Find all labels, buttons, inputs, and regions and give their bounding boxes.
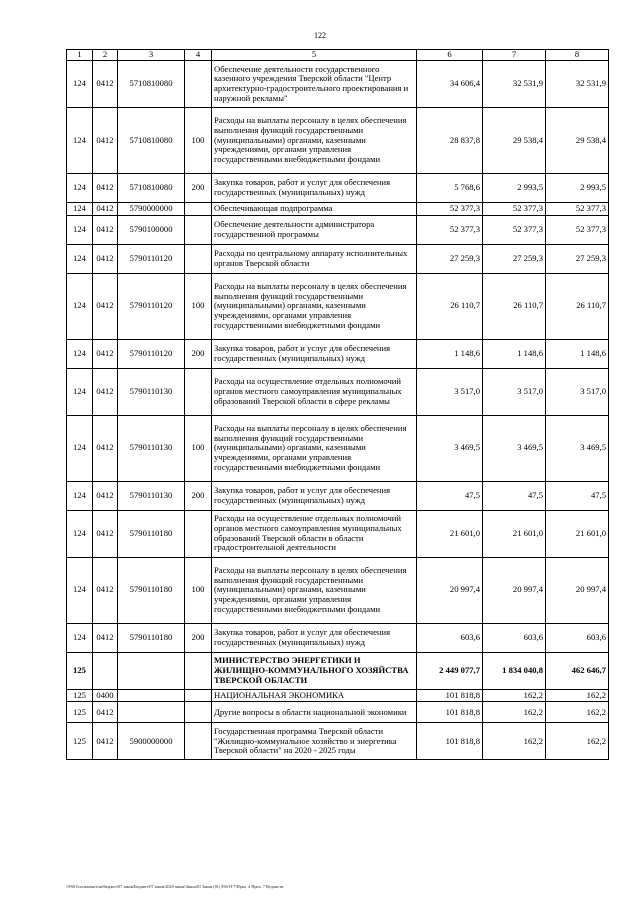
row-code-target: 5790110130 [118, 368, 185, 415]
row-code-target: 5790110130 [118, 481, 185, 510]
row-name: Расходы на выплаты персоналу в целях обеспечения выполнения функций государственными (муниципальными) органами, казенными учреждениями, органами управления государственными внебюджетными фондами [212, 557, 417, 623]
table-row [67, 510, 609, 557]
row-code-section: 0412 [93, 108, 118, 174]
row-code-expense-type [185, 203, 212, 216]
column-header: 8 [546, 50, 609, 61]
row-amount-year3: 32 531,9 [546, 61, 609, 108]
row-amount-year1: 20 997,4 [417, 557, 483, 623]
row-code-target: 5790110120 [118, 244, 185, 273]
row-amount-year1: 27 259,3 [417, 244, 483, 273]
row-code-admin: 125 [67, 702, 93, 723]
row-code-target [118, 702, 185, 723]
row-amount-year3: 462 646,7 [546, 652, 609, 689]
table-row [67, 415, 609, 481]
row-name: Закупка товаров, работ и услуг для обеспечения государственных (муниципальных) нужд [212, 174, 417, 203]
row-code-expense-type [185, 215, 212, 244]
row-amount-year3: 603,6 [546, 623, 609, 652]
row-amount-year2: 26 110,7 [483, 273, 546, 339]
row-name: Расходы на осуществление отдельных полномочий органов местного самоуправления муниципальных образований Тверской области в области градостроительной деятельности [212, 510, 417, 557]
row-name: Обеспечивающая подпрограмма [212, 203, 417, 216]
row-amount-year1: 34 606,4 [417, 61, 483, 108]
row-code-target: 5790110180 [118, 623, 185, 652]
row-amount-year1: 2 449 077,7 [417, 652, 483, 689]
row-name: Закупка товаров, работ и услуг для обеспечения государственных (муниципальных) нужд [212, 623, 417, 652]
row-amount-year2: 603,6 [483, 623, 546, 652]
row-code-expense-type [185, 702, 212, 723]
row-code-expense-type [185, 689, 212, 702]
row-code-expense-type: 100 [185, 108, 212, 174]
row-amount-year3: 27 259,3 [546, 244, 609, 273]
row-code-admin: 124 [67, 557, 93, 623]
row-amount-year2: 21 601,0 [483, 510, 546, 557]
row-amount-year3: 47,5 [546, 481, 609, 510]
page-number: 122 [314, 31, 326, 40]
row-amount-year3: 3 517,0 [546, 368, 609, 415]
row-name: Другие вопросы в области национальной экономики [212, 702, 417, 723]
header-row [67, 50, 609, 61]
row-code-admin: 125 [67, 723, 93, 760]
row-name: Обеспечение деятельности государственного казенного учреждения Тверской области "Центр архитектурно-градостроительного проектирования и наружной рекламы" [212, 61, 417, 108]
row-amount-year3: 162,2 [546, 723, 609, 760]
table-row [67, 273, 609, 339]
row-amount-year2: 162,2 [483, 723, 546, 760]
row-amount-year1: 603,6 [417, 623, 483, 652]
row-code-admin: 124 [67, 61, 93, 108]
row-code-section: 0412 [93, 623, 118, 652]
row-amount-year2: 3 469,5 [483, 415, 546, 481]
row-name: Закупка товаров, работ и услуг для обеспечения государственных (муниципальных) нужд [212, 339, 417, 368]
row-amount-year1: 26 110,7 [417, 273, 483, 339]
row-amount-year2: 32 531,9 [483, 61, 546, 108]
row-amount-year2: 20 997,4 [483, 557, 546, 623]
row-code-expense-type [185, 244, 212, 273]
row-code-admin: 124 [67, 273, 93, 339]
row-code-section [93, 652, 118, 689]
row-code-expense-type [185, 368, 212, 415]
column-header: 3 [118, 50, 185, 61]
row-name: Расходы на выплаты персоналу в целях обеспечения выполнения функций государственными (муниципальными) органами, казенными учреждениями, органами управления государственными внебюджетными фондами [212, 415, 417, 481]
row-code-section: 0412 [93, 203, 118, 216]
row-code-expense-type: 200 [185, 481, 212, 510]
row-code-expense-type: 100 [185, 415, 212, 481]
row-amount-year2: 52 377,3 [483, 203, 546, 216]
row-amount-year1: 21 601,0 [417, 510, 483, 557]
column-header: 5 [212, 50, 417, 61]
budget-table [66, 49, 609, 760]
row-code-expense-type [185, 652, 212, 689]
row-code-section: 0412 [93, 702, 118, 723]
table-row [67, 723, 609, 760]
table-row [67, 215, 609, 244]
table-row [67, 557, 609, 623]
row-code-admin: 124 [67, 510, 93, 557]
row-amount-year1: 3 517,0 [417, 368, 483, 415]
column-header: 1 [67, 50, 93, 61]
row-code-admin: 124 [67, 339, 93, 368]
row-code-admin: 124 [67, 368, 93, 415]
file-path-footer: \\FS01\пользователи\бюджет\07 закон\Бюджет\07 закон\2020 закон\Закон\01 Закон (01) 956-П-7\Прил. 4 Прил. 7 Ведомств. [66, 884, 285, 889]
row-amount-year3: 52 377,3 [546, 215, 609, 244]
row-code-expense-type [185, 723, 212, 760]
row-code-expense-type [185, 510, 212, 557]
row-name: Расходы на выплаты персоналу в целях обеспечения выполнения функций государственными (муниципальными) органами, казенными учреждениями, органами управления государственными внебюджетными фондами [212, 273, 417, 339]
row-amount-year1: 3 469,5 [417, 415, 483, 481]
row-amount-year3: 29 538,4 [546, 108, 609, 174]
row-code-expense-type: 200 [185, 339, 212, 368]
row-amount-year1: 47,5 [417, 481, 483, 510]
row-code-admin: 124 [67, 203, 93, 216]
row-amount-year1: 52 377,3 [417, 215, 483, 244]
row-name: НАЦИОНАЛЬНАЯ ЭКОНОМИКА [212, 689, 417, 702]
row-code-target: 5790110130 [118, 415, 185, 481]
column-header: 2 [93, 50, 118, 61]
row-code-target: 5710810080 [118, 61, 185, 108]
row-amount-year1: 101 818,8 [417, 702, 483, 723]
row-name: Закупка товаров, работ и услуг для обеспечения государственных (муниципальных) нужд [212, 481, 417, 510]
row-name: Государственная программа Тверской области "Жилищно-коммунальное хозяйство и энергетика Тверской области" на 2020 - 2025 годы [212, 723, 417, 760]
row-code-expense-type: 100 [185, 273, 212, 339]
row-code-section: 0412 [93, 723, 118, 760]
row-name: Обеспечение деятельности администратора государственной программы [212, 215, 417, 244]
row-code-section: 0412 [93, 244, 118, 273]
row-code-target [118, 652, 185, 689]
row-code-section: 0412 [93, 215, 118, 244]
table-row [67, 702, 609, 723]
row-amount-year3: 3 469,5 [546, 415, 609, 481]
row-amount-year3: 21 601,0 [546, 510, 609, 557]
row-code-expense-type: 100 [185, 557, 212, 623]
row-code-target: 5710810080 [118, 108, 185, 174]
row-name: МИНИСТЕРСТВО ЭНЕРГЕТИКИ И ЖИЛИЩНО-КОММУНАЛЬНОГО ХОЗЯЙСТВА ТВЕРСКОЙ ОБЛАСТИ [212, 652, 417, 689]
row-amount-year2: 29 538,4 [483, 108, 546, 174]
row-code-admin: 125 [67, 652, 93, 689]
row-code-target: 5790110180 [118, 510, 185, 557]
row-code-admin: 124 [67, 108, 93, 174]
row-code-admin: 124 [67, 623, 93, 652]
table-row [67, 203, 609, 216]
table-row [67, 174, 609, 203]
row-amount-year2: 47,5 [483, 481, 546, 510]
row-code-target: 5790110180 [118, 557, 185, 623]
row-amount-year3: 2 993,5 [546, 174, 609, 203]
row-code-target: 5790000000 [118, 203, 185, 216]
row-code-target: 5710810080 [118, 174, 185, 203]
row-amount-year3: 162,2 [546, 702, 609, 723]
row-code-section: 0412 [93, 339, 118, 368]
row-code-target: 5790110120 [118, 273, 185, 339]
row-code-admin: 125 [67, 689, 93, 702]
row-amount-year3: 162,2 [546, 689, 609, 702]
row-code-admin: 124 [67, 415, 93, 481]
row-code-admin: 124 [67, 244, 93, 273]
row-code-section: 0412 [93, 273, 118, 339]
row-code-section: 0412 [93, 174, 118, 203]
row-amount-year3: 26 110,7 [546, 273, 609, 339]
row-amount-year1: 101 818,8 [417, 689, 483, 702]
row-code-section: 0412 [93, 557, 118, 623]
row-amount-year2: 162,2 [483, 689, 546, 702]
row-code-expense-type: 200 [185, 623, 212, 652]
table-row [67, 652, 609, 689]
table-row [67, 481, 609, 510]
row-code-admin: 124 [67, 481, 93, 510]
row-code-section: 0412 [93, 368, 118, 415]
row-amount-year2: 27 259,3 [483, 244, 546, 273]
row-code-admin: 124 [67, 215, 93, 244]
row-amount-year1: 1 148,6 [417, 339, 483, 368]
row-amount-year1: 5 768,6 [417, 174, 483, 203]
row-name: Расходы по центральному аппарату исполнительных органов Тверской области [212, 244, 417, 273]
table-row [67, 61, 609, 108]
row-code-admin: 124 [67, 174, 93, 203]
row-code-target: 5790110120 [118, 339, 185, 368]
table-row [67, 368, 609, 415]
table-row [67, 623, 609, 652]
row-amount-year1: 101 818,8 [417, 723, 483, 760]
row-code-expense-type [185, 61, 212, 108]
row-code-expense-type: 200 [185, 174, 212, 203]
row-code-target: 5790100000 [118, 215, 185, 244]
column-header: 6 [417, 50, 483, 61]
table-row [67, 689, 609, 702]
row-code-section: 0412 [93, 481, 118, 510]
row-amount-year2: 162,2 [483, 702, 546, 723]
column-header: 4 [185, 50, 212, 61]
row-amount-year1: 28 837,8 [417, 108, 483, 174]
table-row [67, 108, 609, 174]
row-code-section: 0412 [93, 61, 118, 108]
table-row [67, 339, 609, 368]
row-amount-year3: 1 148,6 [546, 339, 609, 368]
row-amount-year1: 52 377,3 [417, 203, 483, 216]
row-amount-year2: 1 834 040,8 [483, 652, 546, 689]
row-amount-year2: 2 993,5 [483, 174, 546, 203]
row-amount-year2: 52 377,3 [483, 215, 546, 244]
row-code-section: 0412 [93, 510, 118, 557]
row-name: Расходы на осуществление отдельных полномочий органов местного самоуправления муниципальных образований Тверской области в сфере рекламы [212, 368, 417, 415]
row-name: Расходы на выплаты персоналу в целях обеспечения выполнения функций государственными (муниципальными) органами, казенными учреждениями, органами управления государственными внебюджетными фондами [212, 108, 417, 174]
row-code-target: 5900000000 [118, 723, 185, 760]
row-amount-year2: 1 148,6 [483, 339, 546, 368]
row-code-target [118, 689, 185, 702]
row-amount-year3: 52 377,3 [546, 203, 609, 216]
row-code-section: 0412 [93, 415, 118, 481]
row-code-section: 0400 [93, 689, 118, 702]
row-amount-year2: 3 517,0 [483, 368, 546, 415]
table-row [67, 244, 609, 273]
column-header: 7 [483, 50, 546, 61]
row-amount-year3: 20 997,4 [546, 557, 609, 623]
